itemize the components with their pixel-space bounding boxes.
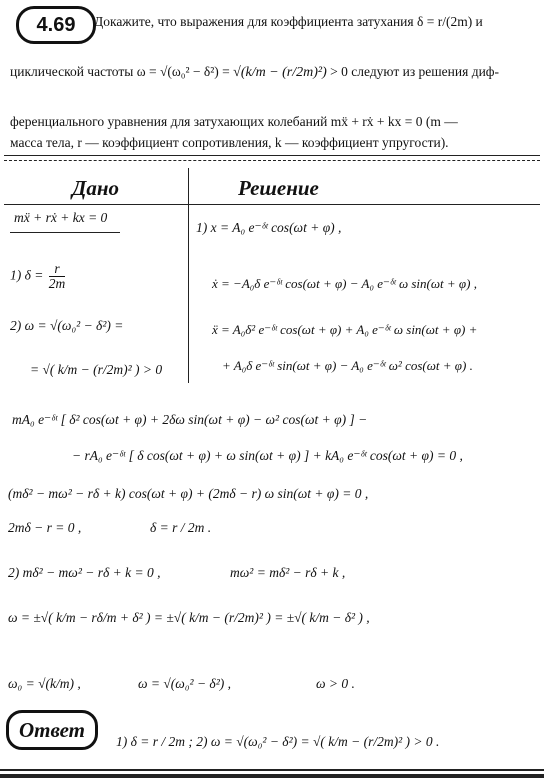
problem-number-badge: 4.69 bbox=[16, 6, 96, 44]
given-header: Дано bbox=[72, 176, 120, 200]
formula-6: ω = ±√( k/m − rδ/m + δ² ) = ±√( k/m − (r/2m)² ) = ±√( k/m − δ² ) , bbox=[8, 610, 370, 625]
bottom-rule-2 bbox=[0, 774, 544, 778]
formula-7b: ω = √(ω₀² − δ²) , bbox=[138, 676, 231, 691]
solution-xddot-1: ẍ = A₀δ² e⁻ᵟᵗ cos(ωt + φ) + A₀ e⁻ᵟᵗ ω sin(ωt + φ) + bbox=[212, 322, 478, 337]
given-equation-underline bbox=[10, 232, 120, 233]
problem-text-line2: циклической частоты ω = √(ω₀² − δ²) = √(k/m − (r/2m)²) > 0 следуют из решения диф- bbox=[10, 64, 500, 80]
solution-x: 1) x = A₀ e⁻ᵟᵗ cos(ωt + φ) , bbox=[196, 220, 342, 235]
solution-xddot-2: + A₀δ e⁻ᵟᵗ sin(ωt + φ) − A₀ e⁻ᵟᵗ ω² cos(ωt + φ) . bbox=[222, 358, 473, 373]
header-rule-bottom bbox=[4, 204, 540, 205]
formula-1: mA₀ e⁻ᵟᵗ [ δ² cos(ωt + φ) + 2δω sin(ωt + φ) − ω² cos(ωt + φ) ] − bbox=[12, 412, 368, 427]
problem-text-line2-a: циклической частоты ω = √(ω₀² − δ²) = bbox=[10, 64, 234, 79]
header-rule-top bbox=[4, 155, 540, 156]
formula-4b: δ = r / 2m . bbox=[150, 520, 212, 535]
given-omega-rhs: = √( k/m − (r/2m)² ) > 0 bbox=[30, 362, 163, 377]
formula-5b: mω² = mδ² − rδ + k , bbox=[230, 565, 346, 580]
problem-text-line3: ференциального уравнения для затухающих колебаний mẍ + rẋ + kx = 0 (m — bbox=[10, 114, 458, 129]
problem-text-line4: масса тела, r — коэффициент сопротивления, k — коэффициент упругости). bbox=[10, 135, 449, 150]
formula-2: − rA₀ e⁻ᵟᵗ [ δ cos(ωt + φ) + ω sin(ωt + φ) ] + kA₀ e⁻ᵟᵗ cos(ωt + φ) = 0 , bbox=[72, 448, 463, 463]
given-delta-den: 2m bbox=[48, 276, 66, 291]
answer-badge: Ответ bbox=[6, 710, 98, 750]
given-equation: mẍ + rẋ + kx = 0 bbox=[14, 210, 108, 225]
header-rule-top-2 bbox=[4, 160, 540, 161]
column-divider bbox=[188, 168, 189, 383]
formula-7c: ω > 0 . bbox=[316, 676, 355, 691]
problem-text-line2-b: > 0 следуют из решения диф- bbox=[326, 64, 500, 79]
solution-xdot: ẋ = −A₀δ e⁻ᵟᵗ cos(ωt + φ) − A₀ e⁻ᵟᵗ ω sin(ωt + φ) , bbox=[212, 276, 477, 291]
answer-text: 1) δ = r / 2m ; 2) ω = √(ω₀² − δ²) = √( k/m − (r/2m)² ) > 0 . bbox=[116, 734, 440, 749]
formula-7a: ω₀ = √(k/m) , bbox=[8, 676, 81, 691]
given-delta-lhs: 1) δ = bbox=[10, 267, 44, 283]
formula-5a: 2) mδ² − mω² − rδ + k = 0 , bbox=[8, 565, 161, 580]
problem-text-line1: Докажите, что выражения для коэффициента затухания δ = r/(2m) и bbox=[94, 14, 483, 29]
formula-4a: 2mδ − r = 0 , bbox=[8, 520, 82, 535]
given-delta bbox=[10, 262, 67, 291]
formula-3: (mδ² − mω² − rδ + k) cos(ωt + φ) + (2mδ − r) ω sin(ωt + φ) = 0 , bbox=[8, 486, 369, 501]
given-omega-lhs: 2) ω = √(ω₀² − δ²) = bbox=[10, 318, 124, 333]
given-delta-num: r bbox=[49, 262, 66, 277]
bottom-rule-1 bbox=[0, 769, 544, 771]
solution-header: Решение bbox=[238, 176, 319, 200]
